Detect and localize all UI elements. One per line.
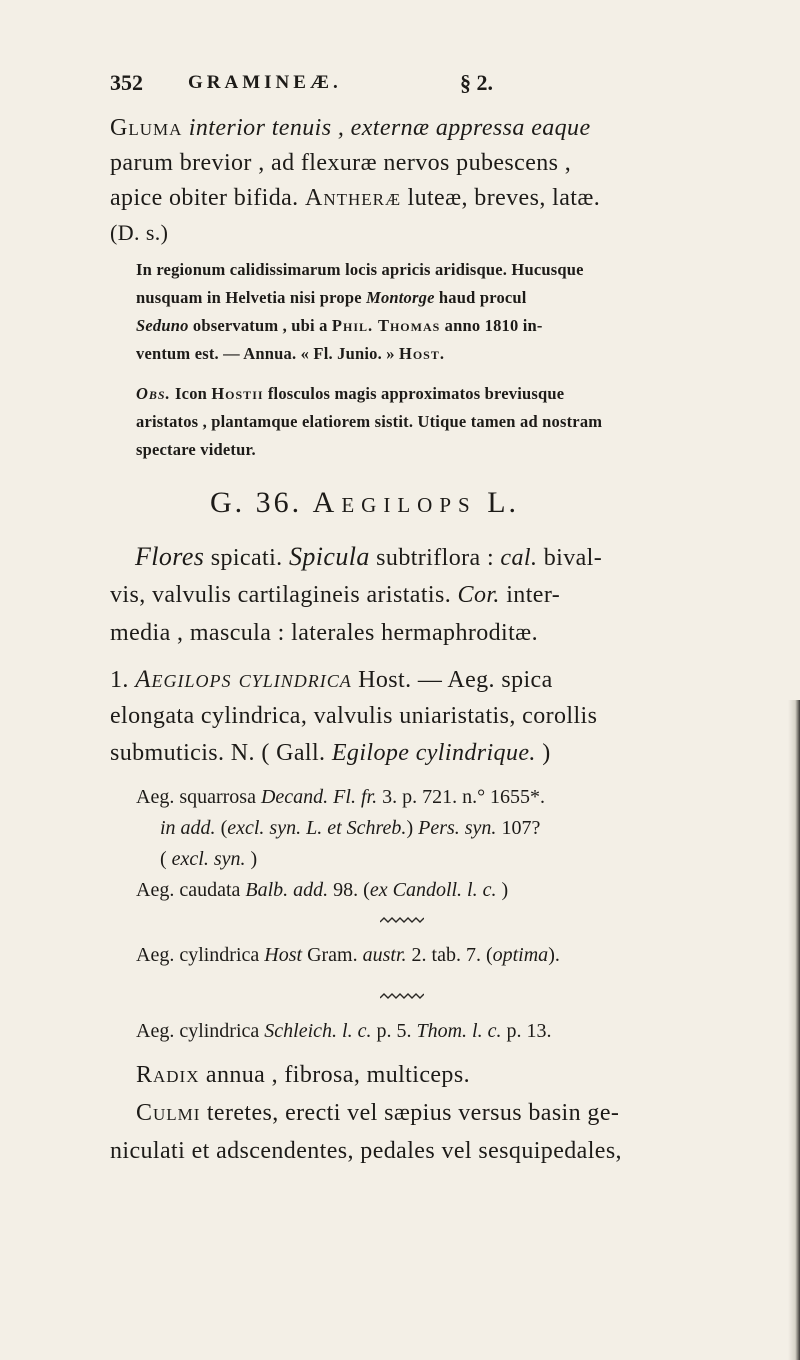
running-title: GRAMINEÆ.: [188, 72, 342, 93]
obs-note-line: spectare videtur.: [136, 440, 256, 459]
habitat-note-line: In regionum calidissimarum locis apricis aridisque. Hucusque: [136, 260, 584, 279]
species-line: elongata cylindrica, valvulis uniaristatis, corollis: [110, 703, 598, 729]
genus-description-line: vis, valvulis cartilagineis aristatis. Cor. inter-: [110, 582, 561, 608]
synonym-line: ( excl. syn. ): [160, 848, 258, 870]
synonym-line: Aeg. cylindrica Host Gram. austr. 2. tab. 7. (optima).: [136, 944, 560, 966]
genus-heading: G. 36. Aegilops L.: [210, 486, 520, 519]
description-line: parum brevior , ad flexuræ nervos pubescens ,: [110, 150, 572, 176]
description-line: (D. s.): [110, 220, 169, 245]
running-header: [110, 70, 670, 104]
synonym-line: Aeg. squarrosa Decand. Fl. fr. 3. p. 721. n.° 1655*.: [136, 786, 546, 808]
description-line: Gluma interior tenuis , externæ appressa eaque: [110, 115, 591, 141]
obs-note-line: aristatos , plantamque elatiorem sistit. Utique tamen ad nostram: [136, 412, 603, 431]
wavy-separator: [380, 993, 424, 1000]
wavy-separator: [380, 917, 424, 924]
synonym-line: Aeg. caudata Balb. add. 98. (ex Candoll. l. c. ): [136, 879, 509, 901]
description-line: apice obiter bifida. Antheræ luteæ, breves, latæ.: [110, 185, 601, 211]
genus-description-line: media , mascula : laterales hermaphroditæ.: [110, 620, 538, 646]
morphology-line: Radix annua , fibrosa, multiceps.: [136, 1062, 470, 1088]
page-number: 352: [110, 70, 143, 95]
morphology-line: niculati et adscendentes, pedales vel sesquipedales,: [110, 1138, 622, 1164]
habitat-note-line: nusquam in Helvetia nisi prope Montorge haud procul: [136, 288, 527, 307]
habitat-note-line: ventum est. — Annua. « Fl. Junio. » Host.: [136, 344, 445, 363]
species-line: submuticis. N. ( Gall. Egilope cylindrique. ): [110, 740, 551, 766]
section-mark: § 2.: [460, 70, 493, 95]
obs-note-line: Obs. Icon Hostii flosculos magis approximatos breviusque: [136, 384, 565, 403]
page-edge-shadow: [788, 700, 800, 1360]
genus-description-line: Flores spicati. Spicula subtriflora : cal. bival-: [135, 542, 603, 571]
morphology-line: Culmi teretes, erecti vel sæpius versus basin ge-: [136, 1100, 620, 1126]
habitat-note-line: Seduno observatum , ubi a Phil. Thomas anno 1810 in-: [136, 316, 543, 335]
synonym-line: Aeg. cylindrica Schleich. l. c. p. 5. Thom. l. c. p. 13.: [136, 1020, 552, 1042]
synonym-line: in add. (excl. syn. L. et Schreb.) Pers. syn. 107?: [160, 817, 541, 839]
species-line: 1. Aegilops cylindrica Host. — Aeg. spica: [110, 666, 553, 693]
